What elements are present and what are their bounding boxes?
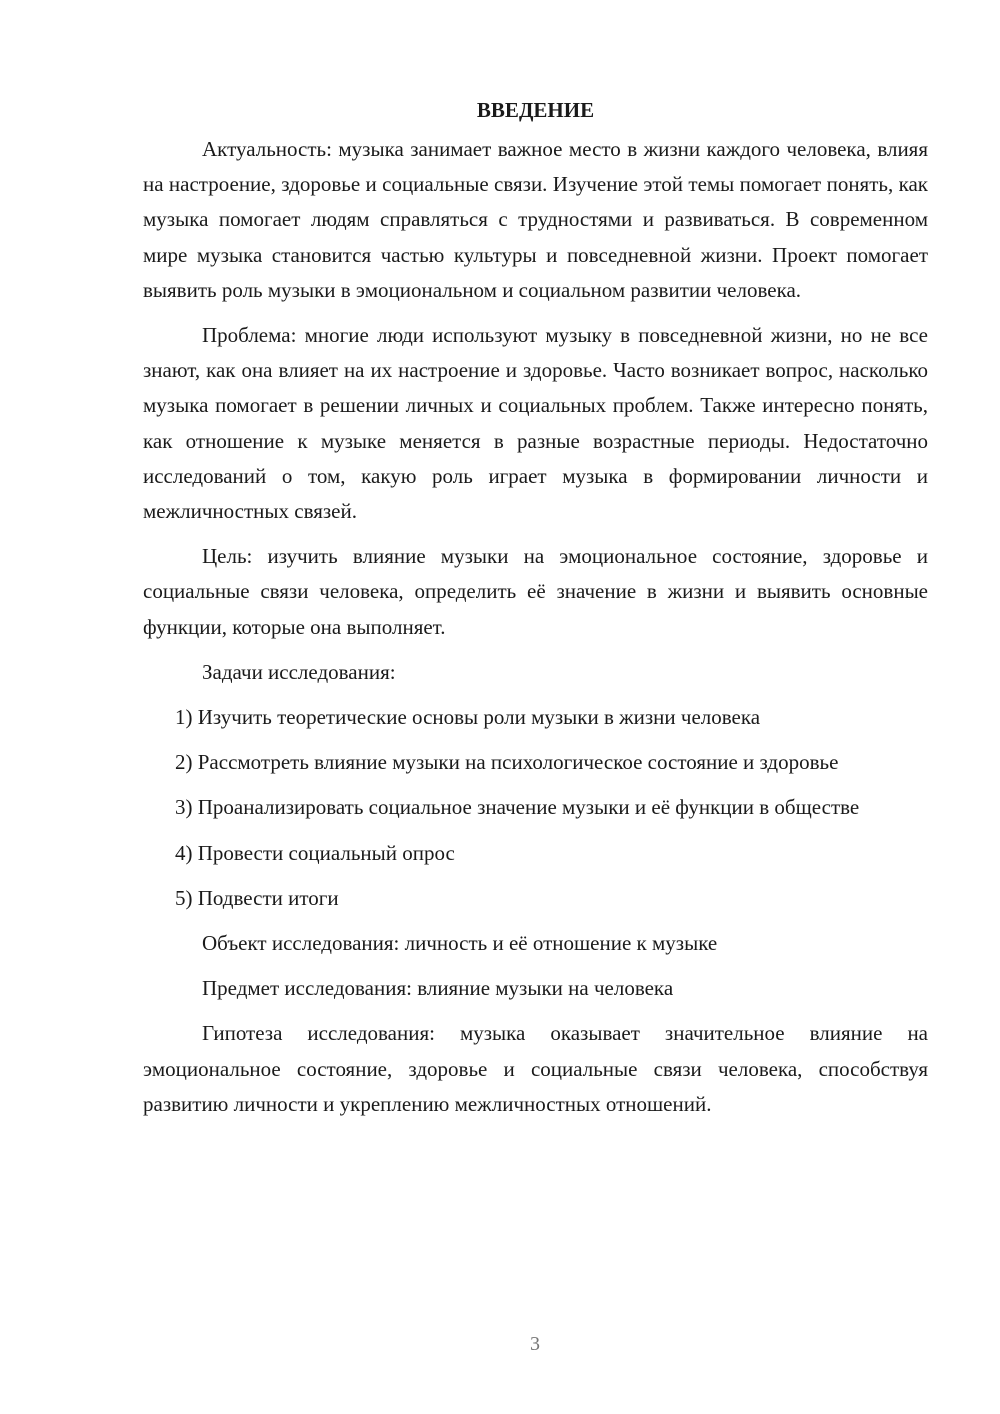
tasks-title: Задачи исследования: (202, 659, 396, 684)
problem-paragraph: Проблема: многие люди используют музыку в повседневной жизни, но не все знают, как она влияет на их настроение и здоровье. Часто возникает вопрос, насколько музыка помогает в решении личных и социальных проблем. Также интересно понять, как отношение к музыке меняется в разные возрастные периоды. Недостаточно исследований о том, какую роль играет музыка в формировании личности и межличностных связей. (143, 323, 928, 524)
task-item-2: 2) Рассмотреть влияние музыки на психологическое состояние и здоровье (175, 750, 839, 775)
task-item-4: 4) Провести социальный опрос (175, 840, 455, 865)
task-item-3: 3) Проанализировать социальное значение музыки и её функции в обществе (175, 795, 860, 820)
page-number: 3 (530, 1333, 540, 1355)
document-page (143, 92, 928, 1132)
subject-paragraph: Предмет исследования: влияние музыки на человека (202, 976, 674, 1001)
task-item-1: 1) Изучить теоретические основы роли музыки в жизни человека (175, 705, 761, 730)
relevance-paragraph: Актуальность: музыка занимает важное место в жизни каждого человека, влияя на настроение, здоровье и социальные связи. Изучение этой темы помогает понять, как музыка помогает людям справляться с трудностями и развиваться. В современном мире музыка становится частью культуры и повседневной жизни. Проект помогает выявить роль музыки в эмоциональном и социальном развитии человека. (143, 137, 928, 302)
task-item-5: 5) Подвести итоги (175, 885, 339, 910)
hypothesis-paragraph: Гипотеза исследования: музыка оказывает значительное влияние на эмоциональное состояние, здоровье и социальные связи человека, способствуя развитию личности и укреплению межличностных отношений. (143, 1021, 928, 1116)
object-paragraph: Объект исследования: личность и её отношение к музыке (202, 931, 718, 956)
goal-paragraph: Цель: изучить влияние музыки на эмоциональное состояние, здоровье и социальные связи человека, определить её значение в жизни и выявить основные функции, которые она выполняет. (143, 544, 928, 639)
page-title: ВВЕДЕНИЕ (476, 98, 595, 122)
